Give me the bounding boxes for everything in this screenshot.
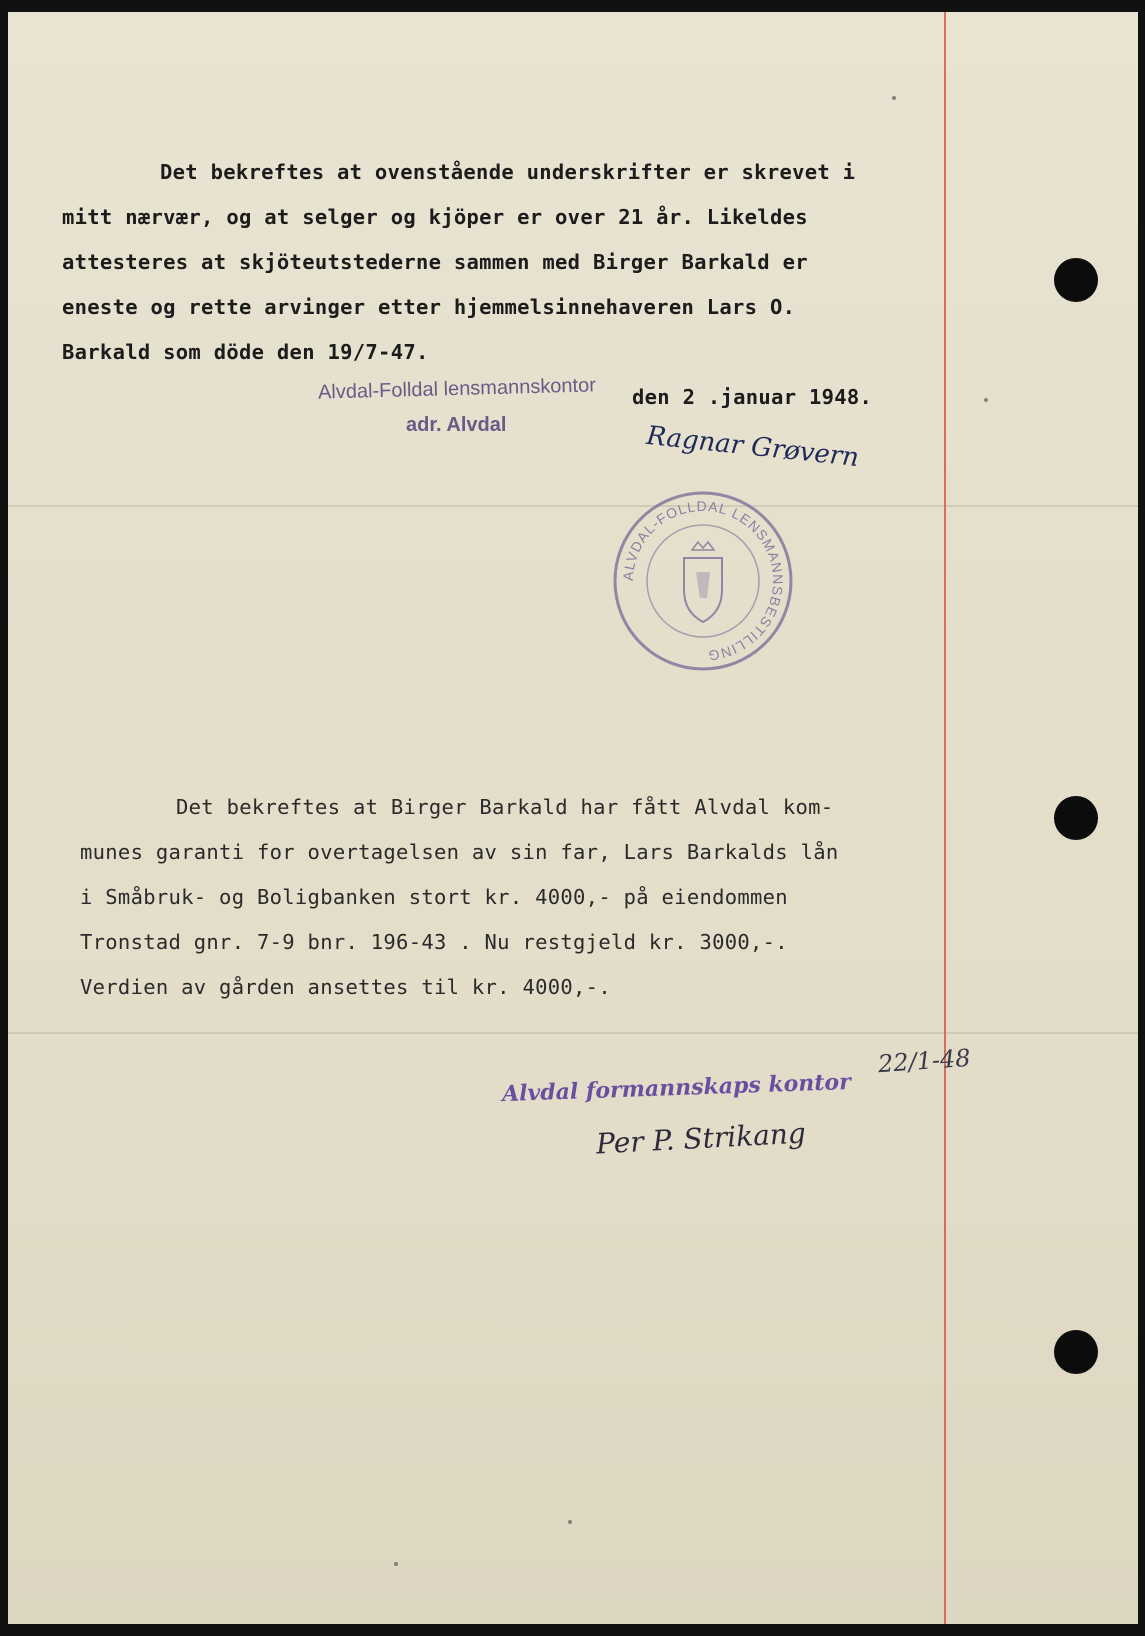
date-line: den 2 .januar 1948. [632, 385, 873, 409]
fold-line [8, 505, 1138, 507]
paper-speck [568, 1520, 572, 1524]
text-line: Barkald som döde den 19/7-47. [62, 340, 429, 364]
punch-hole [1054, 796, 1098, 840]
seal-text: ALVDAL-FOLLDAL LENSMANNSBESTILLING [619, 497, 787, 665]
office-stamp-handwritten: Alvdal formannskaps kontor [501, 1068, 852, 1108]
paper-speck [984, 398, 988, 402]
text-line: munes garanti for overtagelsen av sin far, Lars Barkalds lån [80, 840, 839, 864]
fold-line [8, 1032, 1138, 1034]
margin-rule [944, 12, 946, 1624]
text-line: Det bekreftes at ovenstående underskrifter er skrevet i [160, 160, 856, 184]
text-line: Det bekreftes at Birger Barkald har fått Alvdal kom- [176, 795, 834, 819]
handwritten-signature: Per P. Strikang [595, 1116, 807, 1161]
document-page [8, 12, 1138, 1624]
official-seal [612, 490, 794, 672]
text-line: Verdien av gården ansettes til kr. 4000,-. [80, 975, 611, 999]
paper-speck [892, 96, 896, 100]
text-line: i Småbruk- og Boligbanken stort kr. 4000,- på eiendommen [80, 885, 788, 909]
punch-hole [1054, 258, 1098, 302]
paper-speck [394, 1562, 398, 1566]
office-stamp-address: adr. Alvdal [406, 414, 507, 436]
handwritten-date: 22/1-48 [877, 1043, 972, 1079]
handwritten-signature: Ragnar Grøvern [645, 420, 861, 474]
text-line: eneste og rette arvinger etter hjemmelsinnehaveren Lars O. [62, 295, 796, 319]
text-line: attesteres at skjöteutstederne sammen med Birger Barkald er [62, 250, 808, 274]
office-stamp: Alvdal-Folldal lensmannskontor [317, 374, 597, 404]
punch-hole [1054, 1330, 1098, 1374]
text-line: mitt nærvær, og at selger og kjöper er over 21 år. Likeldes [62, 205, 808, 229]
text-line: Tronstad gnr. 7-9 bnr. 196-43 . Nu restgjeld kr. 3000,-. [80, 930, 788, 954]
